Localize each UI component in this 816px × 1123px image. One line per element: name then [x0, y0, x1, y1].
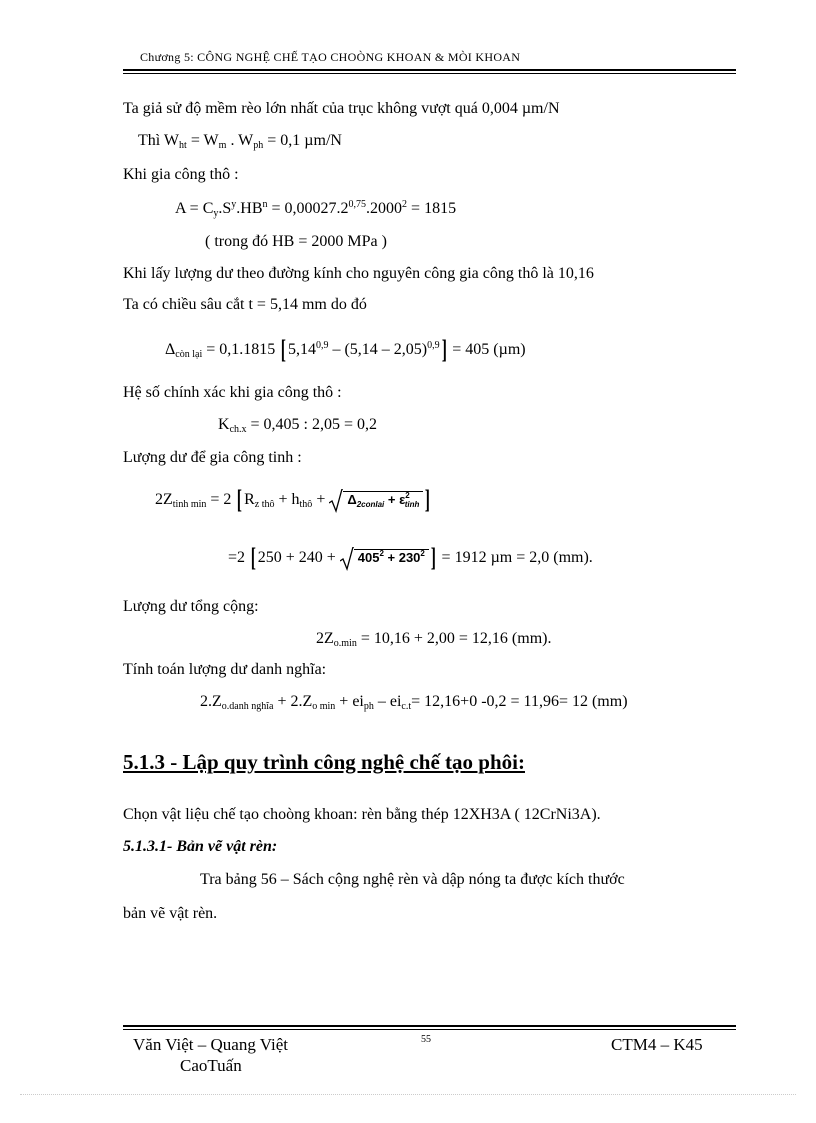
text-line-19: Tra bảng 56 – Sách cộng nghệ rèn và dập nóng ta được kích thước: [200, 871, 625, 888]
formula-2z-omin: $2Z_{o.min} = 10,16 + 2,00 = 12,16$ (mm).: [316, 630, 552, 649]
text-line-11: Lượng dư để gia công tinh :: [123, 449, 302, 466]
formula-w-ht: Thì $W_{ht} = W_m$ . $W_{ph} = 0,1$ µm/N: [138, 132, 342, 151]
text-line-3: Khi gia công thô :: [123, 166, 239, 183]
text-line-5: ( trong đó HB = 2000 MPa ): [205, 233, 387, 250]
subsection-title: 5.1.3.1- Bản vẽ vật rèn:: [123, 838, 278, 855]
footer-rule-thick: [123, 1025, 736, 1027]
formula-kchx: $K_{ch.x} = 0,405$ : 2,05 = 0,2: [218, 416, 378, 435]
page-number: 55: [421, 1034, 431, 1045]
footer-authors-2: CaoTuấn: [180, 1056, 242, 1075]
sqrt-symbol: $\Delta_{2conlai} + \varepsilon^2_{tinh}$: [329, 491, 423, 509]
formula-a: $A = C_y.S^y.HB^n = 0,00027.2^{0,75}.2000^2 = 1815$: [175, 199, 457, 219]
section-title: 5.1.3 - Lập quy trình công nghệ chế tạo phôi:: [123, 750, 525, 774]
page-edge-dots: [20, 1094, 796, 1095]
formula-2z-tinh: $2Z_{tinh min} = 2$ [ $R_{z thô} + h_{thô}$ + $\Delta_{2conlai} + \varepsilon^2_{tinh}$ ]: [155, 485, 431, 514]
text-line-9: Hệ số chính xác khi gia công thô :: [123, 384, 342, 401]
text-line-14: Lượng dư tổng cộng:: [123, 598, 259, 615]
text-line-1: Ta giả sử độ mềm rèo lớn nhất của trục không vượt quá 0,004 µm/N: [123, 100, 560, 117]
footer-authors-1: Văn Việt – Quang Việt: [133, 1035, 289, 1054]
text-line-20: bản vẽ vật rèn.: [123, 905, 218, 922]
footer-rule-thin: [123, 1029, 736, 1030]
text-line-7: Ta có chiều sâu cắt t = 5,14 mm do đó: [123, 296, 367, 313]
text-line-16: Tính toán lượng dư danh nghĩa:: [123, 661, 327, 678]
formula-2z-value: =2 [ 250 + 240 + $405^2 + 230^2$ ] = 1912 µm = 2,0 (mm).: [228, 543, 593, 572]
formula-danh-nghia: $2.Z_{o.danh nghĩa} + 2.Z_{o min} + ei_{ph} - ei_{c.t}= 12,16+0$ -0,2 = 11,96= 12 (mm): [200, 693, 628, 712]
footer-class-code: CTM4 – K45: [611, 1035, 703, 1054]
radical-icon: [329, 489, 343, 513]
sqrt-symbol: $405^2 + 230^2$: [340, 549, 429, 567]
text-line-6: Khi lấy lượng dư theo đường kính cho nguyên công gia công thô là 10,16: [123, 265, 594, 282]
header-rule-thin: [123, 73, 736, 74]
formula-delta: $\Delta_{còn lại} = 0,1.1815$ [ 5,14$^{0,9}$ – (5,14 – 2,05)$^{0,9}$] = 405 (µm): [165, 335, 526, 364]
radical-icon: [340, 547, 354, 571]
chapter-header: Chương 5: CÔNG NGHỆ CHẾ TẠO CHOÒNG KHOAN & MÒI KHOAN: [140, 50, 521, 64]
text-line-18: Chọn vật liệu chế tạo choòng khoan: rèn bằng thép 12XH3A ( 12CrNi3A).: [123, 806, 601, 823]
header-rule-thick: [123, 69, 736, 71]
